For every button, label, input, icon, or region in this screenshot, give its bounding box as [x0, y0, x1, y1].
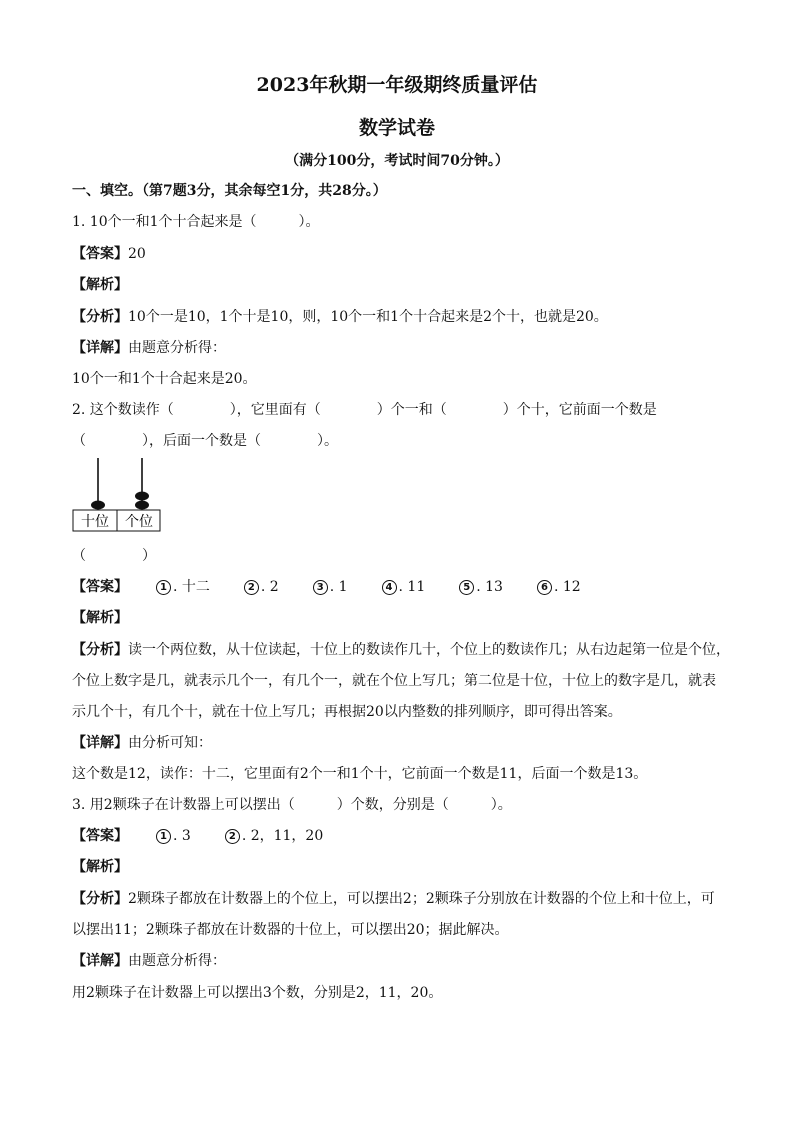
answer-tag: 【答案】: [72, 579, 128, 595]
q2-fenxi-text: 读一个两位数，从十位读起，十位上的数读作几十，个位上的数读作几；从右边起第一位是个位，: [128, 642, 730, 658]
detail-tag: 【详解】: [72, 735, 128, 751]
answer-text: . 1: [329, 579, 348, 595]
tens-label: 十位: [81, 514, 109, 530]
q3-detail: [72, 951, 226, 971]
abacus-figure: [72, 458, 162, 532]
q2-question-line1: 2. 这个数读作（ ），它里面有（ ）个一和（ ）个十，它前面一个数是: [72, 402, 657, 418]
analysis-tag: 【解析】: [72, 277, 128, 293]
q3-answer: [72, 826, 357, 846]
fenxi-tag: 【分析】: [72, 309, 128, 325]
answer-item: [244, 577, 279, 597]
exam-title: 2023年秋期一年级期终质量评估: [256, 74, 538, 96]
detail-tag: 【详解】: [72, 340, 128, 356]
q1-detail: [72, 338, 226, 358]
analysis-tag: 【解析】: [72, 610, 128, 626]
detail-tag: 【详解】: [72, 953, 128, 969]
answer-tag: 【答案】: [72, 246, 128, 262]
fenxi-tag: 【分析】: [72, 642, 128, 658]
answer-item: [156, 826, 191, 846]
answer-item: [382, 577, 426, 597]
q2-detail-line: 这个数是12，读作：十二，它里面有2个一和1个十，它前面一个数是11，后面一个数是13。: [72, 766, 648, 782]
q2-question-line2: （ ），后面一个数是（ ）。: [72, 433, 338, 449]
q3-detail-line: 用2颗珠子在计数器上可以摆出3个数，分别是2，11，20。: [72, 985, 443, 1001]
q3-fenxi-text: 2颗珠子都放在计数器上的个位上，可以摆出2；2颗珠子分别放在计数器的个位上和十位上，可: [128, 891, 715, 907]
q3-fenxi-line2: 以摆出11；2颗珠子都放在计数器的十位上，可以摆出20；据此解决。: [72, 922, 509, 938]
q1-detail-line: 10个一和1个十合起来是20。: [72, 371, 257, 387]
q1-question: 1. 10个一和1个十合起来是（ ）。: [72, 214, 320, 230]
ones-bead: [135, 501, 149, 510]
q1-detail-text: 由题意分析得：: [128, 340, 226, 356]
answer-text: . 13: [476, 579, 503, 595]
circled-number: 1: [156, 580, 171, 595]
q2-fenxi-line2: 个位上数字是几，就表示几个一，有几个一，就在个位上写几；第二位是十位，十位上的数字是几，就表: [72, 673, 716, 689]
circled-number: 5: [459, 580, 474, 595]
circled-number: 4: [382, 580, 397, 595]
ones-label: 个位: [125, 514, 153, 530]
q3-answer-items: [156, 828, 357, 844]
fenxi-tag: 【分析】: [72, 891, 128, 907]
section-heading: 一、填空。（第7题3分，其余每空1分，共28分。）: [72, 183, 387, 199]
q2-detail-text: 由分析可知：: [128, 735, 212, 751]
q2-detail: [72, 733, 212, 753]
ones-bead: [135, 492, 149, 501]
q3-detail-text: 由题意分析得：: [128, 953, 226, 969]
q3-question: 3. 用2颗珠子在计数器上可以摆出（ ）个数，分别是（ ）。: [72, 797, 512, 813]
circled-number: 1: [156, 829, 171, 844]
q1-analysis-tag: [72, 275, 128, 295]
answer-text: . 12: [553, 579, 581, 595]
answer-text: . 3: [173, 828, 191, 844]
circled-number: 6: [537, 580, 552, 595]
answer-text: . 2，11，20: [241, 828, 324, 844]
circled-number: 2: [244, 580, 259, 595]
answer-item: [537, 577, 581, 597]
q2-fenxi-line3: 示几个十，有几个十，就在十位上写几；再根据20以内整数的排列顺序，即可得出答案。: [72, 704, 622, 720]
exam-subtitle: 数学试卷: [358, 117, 435, 139]
exam-note: （满分100分，考试时间70分钟。）: [285, 153, 509, 169]
q2-fenxi-line1: [72, 640, 730, 660]
q3-fenxi-line1: [72, 889, 715, 909]
q2-answer: [72, 577, 615, 597]
q1-fenxi-text: 10个一是10，1个十是10，则，10个一和1个十合起来是2个十，也就是20。: [128, 309, 608, 325]
analysis-tag: 【解析】: [72, 859, 128, 875]
q2-answer-blank: （ ）: [72, 548, 156, 564]
tens-bead: [91, 501, 105, 510]
answer-item: [459, 577, 503, 597]
q1-answer: [72, 244, 146, 264]
answer-text: . 11: [398, 579, 426, 595]
q2-answer-items: [156, 579, 615, 595]
answer-item: [156, 577, 210, 597]
circled-number: 3: [313, 580, 328, 595]
answer-item: [225, 826, 323, 846]
q1-answer-value: 20: [128, 246, 146, 262]
q3-analysis-tag: [72, 857, 128, 877]
q2-analysis-tag: [72, 608, 128, 628]
answer-item: [313, 577, 348, 597]
answer-tag: 【答案】: [72, 828, 128, 844]
circled-number: 2: [225, 829, 240, 844]
answer-text: . 2: [260, 579, 279, 595]
answer-text: . 十二: [173, 579, 210, 595]
q1-fenxi: [72, 307, 608, 327]
